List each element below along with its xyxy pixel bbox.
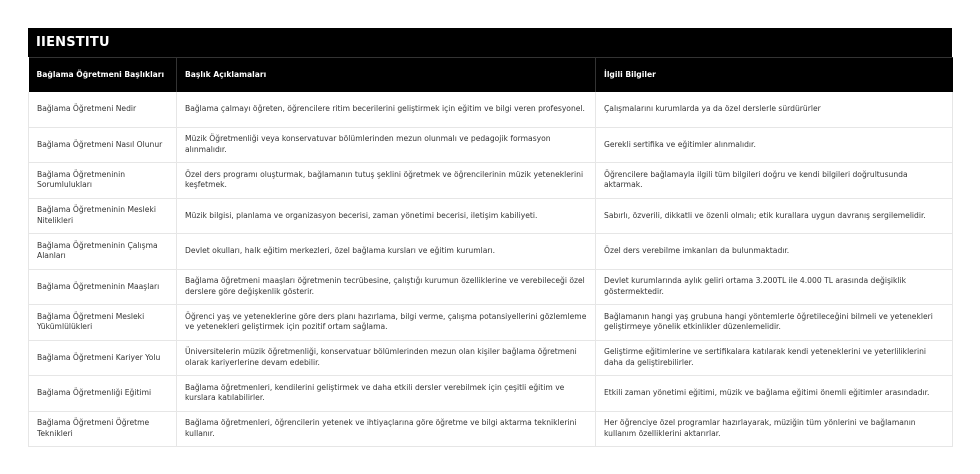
related-info-cell: Çalışmalarını kurumlarda ya da özel derslerle sürdürürler xyxy=(596,92,953,127)
topic-cell: Bağlama Öğretmeni Nasıl Olunur xyxy=(29,127,177,163)
related-info-cell: Etkili zaman yönetimi eğitimi, müzik ve bağlama eğitimi önemli eğitimler arasındadır. xyxy=(596,376,953,412)
related-info-cell: Gerekli sertifika ve eğitimler alınmalıdır. xyxy=(596,127,953,163)
description-cell: Öğrenci yaş ve yeteneklerine göre ders planı hazırlama, bilgi verme, çalışma potansiyellerini gözlemleme ve yetenekleri geliştirmek için pozitif ortam sağlama. xyxy=(177,305,596,341)
table-row xyxy=(29,376,953,412)
related-info-cell: Her öğrenciye özel programlar hazırlayarak, müziğin tüm yönlerini ve bağlamanın kullanım özelliklerini aktarırlar. xyxy=(596,411,953,447)
brand-header: IIENSTITU xyxy=(28,28,952,57)
topic-cell: Bağlama Öğretmenliği Eğitimi xyxy=(29,376,177,412)
related-info-cell: Bağlamanın hangi yaş grubuna hangi yöntemlerle öğretileceğini bilmeli ve yetenekleri geliştirmeye yönelik etkinlikler düzenlemelidir. xyxy=(596,305,953,341)
table-body xyxy=(29,92,953,447)
content-card xyxy=(28,28,952,447)
related-info-cell: Sabırlı, özverili, dikkatli ve özenli olmalı; etik kurallara uygun davranış sergilemelidir. xyxy=(596,198,953,234)
topic-cell: Bağlama Öğretmeninin Mesleki Nitelikleri xyxy=(29,198,177,234)
table-header xyxy=(29,58,953,93)
related-info-cell: Geliştirme eğitimlerine ve sertifikalara katılarak kendi yeteneklerini ve yeterliliklerini daha da geliştirebilirler. xyxy=(596,340,953,376)
description-cell: Bağlama öğretmenleri, kendilerini geliştirmek ve daha etkili dersler verebilmek için çeşitli eğitim ve kurslara katılabilirler. xyxy=(177,376,596,412)
table-row xyxy=(29,234,953,270)
table-row xyxy=(29,163,953,199)
topic-cell: Bağlama Öğretmeni Nedir xyxy=(29,92,177,127)
column-header-topics: Bağlama Öğretmeni Başlıkları xyxy=(29,58,177,93)
description-cell: Üniversitelerin müzik öğretmenliği, konservatuar bölümlerinden mezun olan kişiler bağlama öğretmeni olarak kariyerlerine devam edebilir. xyxy=(177,340,596,376)
description-cell: Özel ders programı oluşturmak, bağlamanın tutuş şeklini öğretmek ve öğrencilerinin müzik yeteneklerini keşfetmek. xyxy=(177,163,596,199)
description-cell: Bağlama çalmayı öğreten, öğrencilere ritim becerilerini geliştirmek için eğitim ve bilgi veren profesyonel. xyxy=(177,92,596,127)
info-table xyxy=(28,57,953,447)
related-info-cell: Devlet kurumlarında aylık geliri ortama 3.200TL ile 4.000 TL arasında değişiklik göstermektedir. xyxy=(596,269,953,305)
related-info-cell: Özel ders verebilme imkanları da bulunmaktadır. xyxy=(596,234,953,270)
table-row xyxy=(29,92,953,127)
topic-cell: Bağlama Öğretmeninin Maaşları xyxy=(29,269,177,305)
description-cell: Müzik Öğretmenliği veya konservatuvar bölümlerinden mezun olunmalı ve pedagojik formasyon alınmalıdır. xyxy=(177,127,596,163)
table-row xyxy=(29,198,953,234)
topic-cell: Bağlama Öğretmeni Öğretme Teknikleri xyxy=(29,411,177,447)
topic-cell: Bağlama Öğretmeni Kariyer Yolu xyxy=(29,340,177,376)
topic-cell: Bağlama Öğretmeninin Sorumlulukları xyxy=(29,163,177,199)
table-row xyxy=(29,269,953,305)
table-row xyxy=(29,127,953,163)
header-row xyxy=(29,58,953,93)
topic-cell: Bağlama Öğretmeninin Çalışma Alanları xyxy=(29,234,177,270)
description-cell: Devlet okulları, halk eğitim merkezleri, özel bağlama kursları ve eğitim kurumları. xyxy=(177,234,596,270)
column-header-descriptions: Başlık Açıklamaları xyxy=(177,58,596,93)
topic-cell: Bağlama Öğretmeni Mesleki Yükümlülükleri xyxy=(29,305,177,341)
table-row xyxy=(29,305,953,341)
related-info-cell: Öğrencilere bağlamayla ilgili tüm bilgileri doğru ve kendi bilgileri doğrultusunda aktarmak. xyxy=(596,163,953,199)
description-cell: Müzik bilgisi, planlama ve organizasyon becerisi, zaman yönetimi becerisi, iletişim kabiliyeti. xyxy=(177,198,596,234)
column-header-related-info: İlgili Bilgiler xyxy=(596,58,953,93)
description-cell: Bağlama öğretmeni maaşları öğretmenin tecrübesine, çalıştığı kurumun özelliklerine ve verebileceği özel derslere göre değişkenlik gösterir. xyxy=(177,269,596,305)
table-row xyxy=(29,411,953,447)
description-cell: Bağlama öğretmenleri, öğrencilerin yetenek ve ihtiyaçlarına göre öğretme ve bilgi aktarma tekniklerini kullanır. xyxy=(177,411,596,447)
table-row xyxy=(29,340,953,376)
